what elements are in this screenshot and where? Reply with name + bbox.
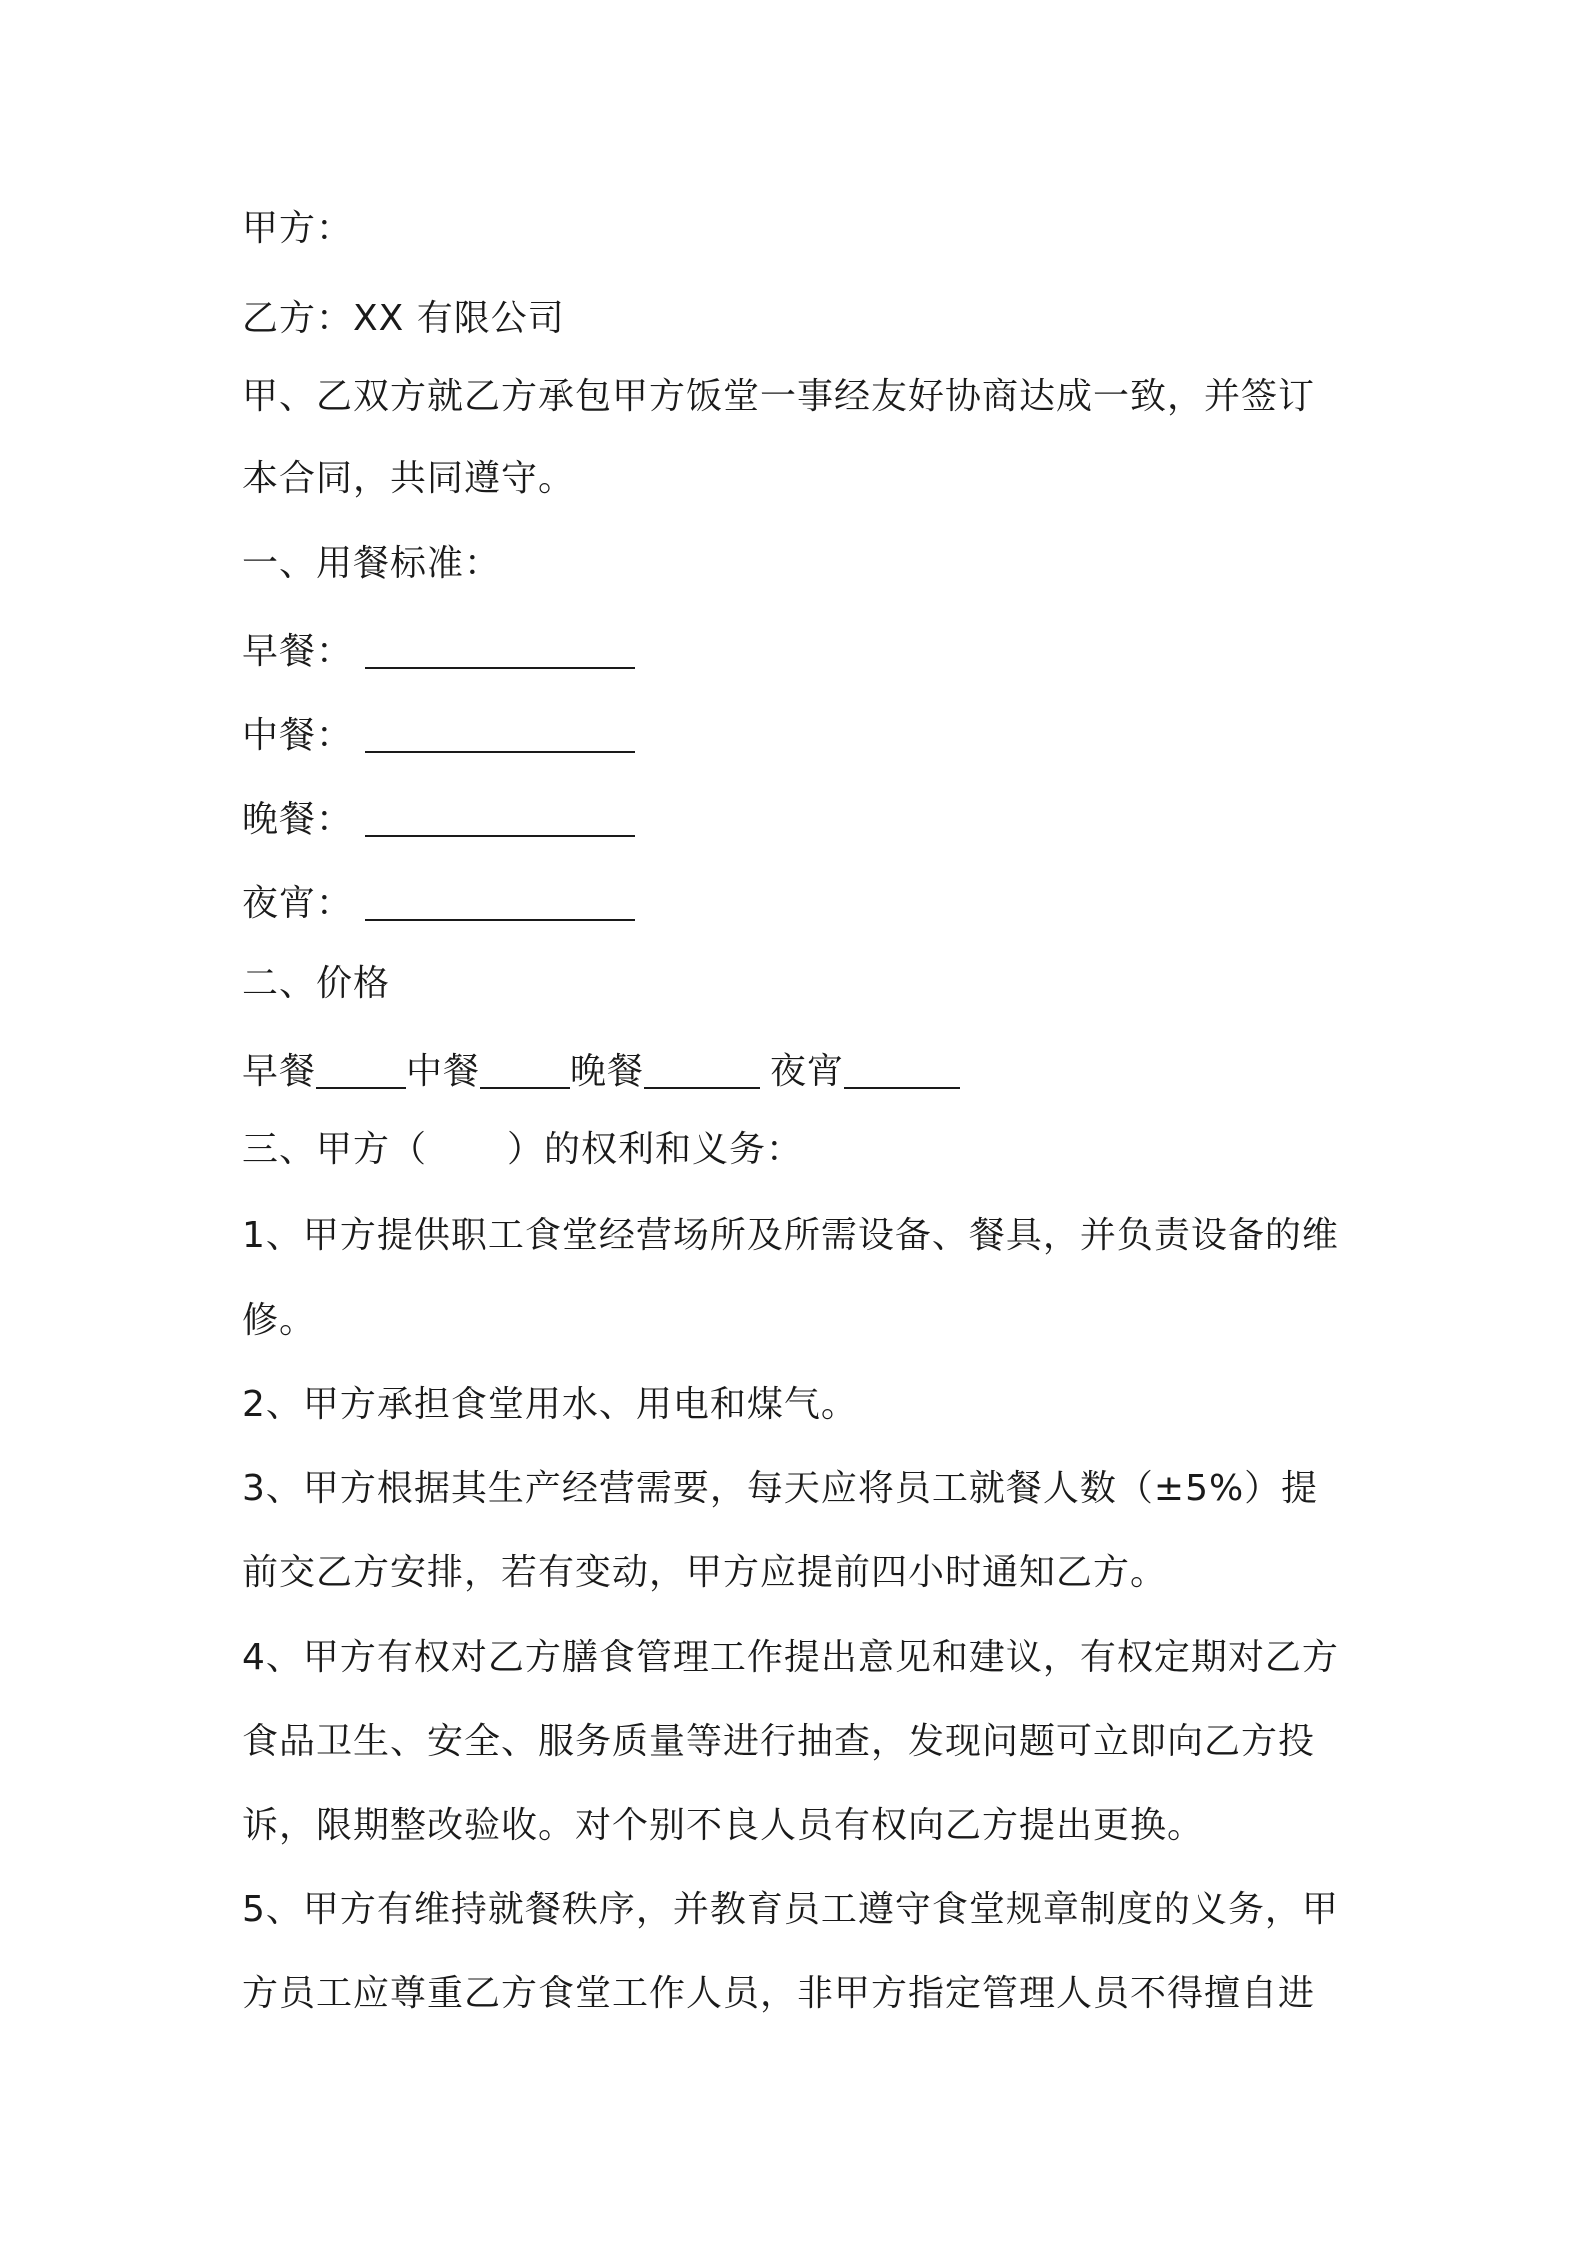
section3-line: 前交乙方安排，若有变动，甲方应提前四小时通知乙方。	[242, 1552, 1168, 1593]
section3-line: 修。	[242, 1300, 317, 1341]
intro-line-1: 甲、乙双方就乙方承包甲方饭堂一事经友好协商达成一致，并签订	[242, 376, 1316, 417]
meal-standard-dinner	[242, 795, 635, 844]
party-b-line: 乙方：XX 有限公司	[242, 298, 565, 339]
price-row	[242, 1047, 960, 1096]
section3-line: 1、甲方提供职工食堂经营场所及所需设备、餐具，并负责设备的维	[242, 1215, 1339, 1256]
section3-line: 2、甲方承担食堂用水、用电和煤气。	[242, 1384, 858, 1425]
meal-standard-lunch	[242, 711, 635, 760]
fill-in-blank	[844, 1047, 960, 1089]
intro-line-2: 本合同，共同遵守。	[242, 458, 576, 499]
section2-heading: 二、价格	[242, 963, 391, 1004]
price-label: 晚餐	[570, 1051, 645, 1092]
section3-line: 诉，限期整改验收。对个别不良人员有权向乙方提出更换。	[242, 1805, 1205, 1846]
meal-label: 早餐：	[242, 631, 354, 672]
section3-line: 方员工应尊重乙方食堂工作人员，非甲方指定管理人员不得擅自进	[242, 1973, 1316, 2014]
section3-heading	[242, 1126, 803, 1174]
meal-label: 晚餐：	[242, 799, 354, 840]
section1-heading: 一、用餐标准：	[242, 543, 502, 584]
fill-in-blank	[365, 879, 635, 921]
meal-label: 中餐：	[242, 715, 354, 756]
section3-line: 5、甲方有维持就餐秩序，并教育员工遵守食堂规章制度的义务，甲	[242, 1889, 1339, 1930]
fill-in-blank	[644, 1047, 760, 1089]
price-label: 早餐	[242, 1051, 317, 1092]
section3-heading-prefix: 三、甲方（	[242, 1129, 428, 1170]
section3-line: 食品卫生、安全、服务质量等进行抽查，发现问题可立即向乙方投	[242, 1721, 1316, 1762]
fill-in-blank	[365, 711, 635, 753]
fill-in-blank	[480, 1047, 570, 1089]
section3-line: 4、甲方有权对乙方膳食管理工作提出意见和建议，有权定期对乙方	[242, 1637, 1339, 1678]
meal-standard-breakfast	[242, 627, 635, 676]
section3-line: 3、甲方根据其生产经营需要，每天应将员工就餐人数（±5%）提	[242, 1468, 1319, 1509]
price-label: 中餐	[406, 1051, 481, 1092]
party-a-line: 甲方：	[242, 208, 354, 249]
section3-heading-suffix: ）的权利和义务：	[507, 1129, 804, 1170]
fill-in-blank	[316, 1047, 406, 1089]
fill-in-blank	[365, 627, 635, 669]
price-label: 夜宵	[770, 1051, 845, 1092]
meal-standard-supper	[242, 879, 635, 928]
fill-in-blank	[365, 795, 635, 837]
meal-label: 夜宵：	[242, 883, 354, 924]
